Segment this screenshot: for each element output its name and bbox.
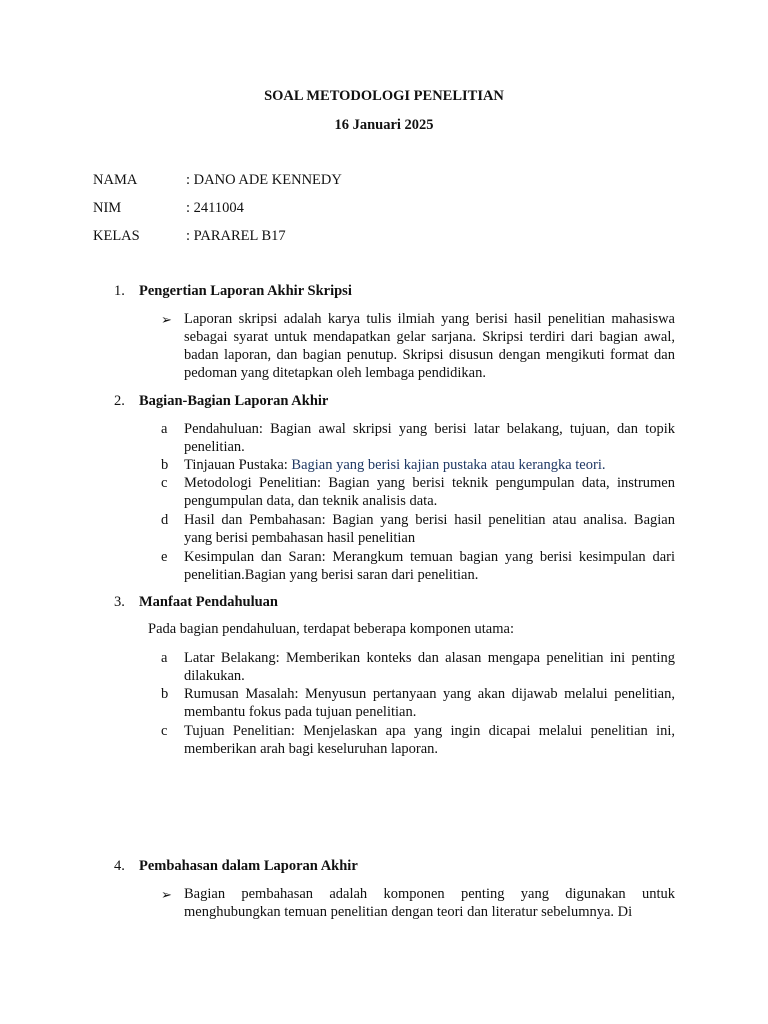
arrow-bullet-icon: ➢ bbox=[161, 887, 172, 902]
identity-row-nama bbox=[93, 172, 342, 189]
section-number: 3. bbox=[114, 594, 125, 610]
identity-label: NAMA bbox=[93, 172, 138, 188]
highlighted-text: Bagian yang berisi kajian pustaka atau kerangka teori. bbox=[291, 457, 606, 473]
document-date: 16 Januari 2025 bbox=[334, 117, 434, 133]
section-3-intro: Pada bagian pendahuluan, terdapat beberapa komponen utama: bbox=[148, 621, 514, 637]
section-2-heading bbox=[114, 393, 328, 410]
identity-row-kelas bbox=[93, 228, 286, 245]
list-item: Kesimpulan dan Saran: Merangkum temuan bagian yang berisi kesimpulan dari penelitian.Bagian yang berisi saran dari penelitian. bbox=[184, 549, 675, 583]
section-3-heading bbox=[114, 594, 278, 611]
section-number: 1. bbox=[114, 283, 125, 299]
list-marker: c bbox=[161, 723, 168, 739]
document-title: SOAL METODOLOGI PENELITIAN bbox=[264, 88, 504, 104]
list-marker: a bbox=[161, 421, 168, 437]
list-item: Rumusan Masalah: Menyusun pertanyaan yang akan dijawab melalui penelitian, membantu fokus pada tujuan penelitian. bbox=[184, 686, 675, 720]
section-title: Manfaat Pendahuluan bbox=[139, 594, 278, 610]
list-item: Tujuan Penelitian: Menjelaskan apa yang ingin dicapai melalui penelitian ini, memberikan arah bagi keseluruhan laporan. bbox=[184, 723, 675, 757]
identity-value: : DANO ADE KENNEDY bbox=[186, 172, 342, 188]
list-item: Metodologi Penelitian: Bagian yang berisi teknik pengumpulan data, instrumen pengumpulan data, dan teknik analisis data. bbox=[184, 475, 675, 509]
list-item-label: Tinjauan Pustaka: bbox=[184, 457, 292, 473]
identity-value: : PARAREL B17 bbox=[186, 228, 286, 244]
identity-label: KELAS bbox=[93, 228, 140, 244]
arrow-bullet-icon: ➢ bbox=[161, 312, 172, 327]
section-1-paragraph: Laporan skripsi adalah karya tulis ilmiah yang berisi hasil penelitian mahasiswa sebagai syarat untuk mendapatkan gelar sarjana. Skripsi terdiri dari bagian awal, badan laporan, dan bagian penutup. Skripsi disusun dengan mengikuti format dan pedoman yang ditetapkan oleh lembaga pendidikan. bbox=[184, 311, 675, 381]
section-title: Pengertian Laporan Akhir Skripsi bbox=[139, 283, 352, 299]
identity-value: : 2411004 bbox=[186, 200, 244, 216]
section-1-heading bbox=[114, 283, 352, 300]
section-title: Bagian-Bagian Laporan Akhir bbox=[139, 393, 329, 409]
identity-label: NIM bbox=[93, 200, 122, 216]
list-item: Latar Belakang: Memberikan konteks dan alasan mengapa penelitian ini penting dilakukan. bbox=[184, 650, 675, 684]
section-4-paragraph: Bagian pembahasan adalah komponen penting yang digunakan untuk menghubungkan temuan penelitian dengan teori dan literatur sebelumnya. Di bbox=[184, 886, 675, 920]
list-marker: a bbox=[161, 650, 168, 666]
list-item bbox=[184, 456, 675, 474]
list-marker: d bbox=[161, 512, 169, 528]
list-marker: b bbox=[161, 686, 169, 702]
identity-row-nim bbox=[93, 200, 244, 217]
list-marker: e bbox=[161, 549, 168, 565]
list-item: Hasil dan Pembahasan: Bagian yang berisi hasil penelitian atau analisa. Bagian yang berisi pembahasan hasil penelitian bbox=[184, 512, 675, 546]
section-4-heading bbox=[114, 858, 358, 875]
section-number: 4. bbox=[114, 858, 125, 874]
list-item: Pendahuluan: Bagian awal skripsi yang berisi latar belakang, tujuan, dan topik penelitian. bbox=[184, 421, 675, 455]
list-marker: c bbox=[161, 475, 168, 491]
list-marker: b bbox=[161, 457, 169, 473]
section-number: 2. bbox=[114, 393, 125, 409]
section-title: Pembahasan dalam Laporan Akhir bbox=[139, 858, 358, 874]
